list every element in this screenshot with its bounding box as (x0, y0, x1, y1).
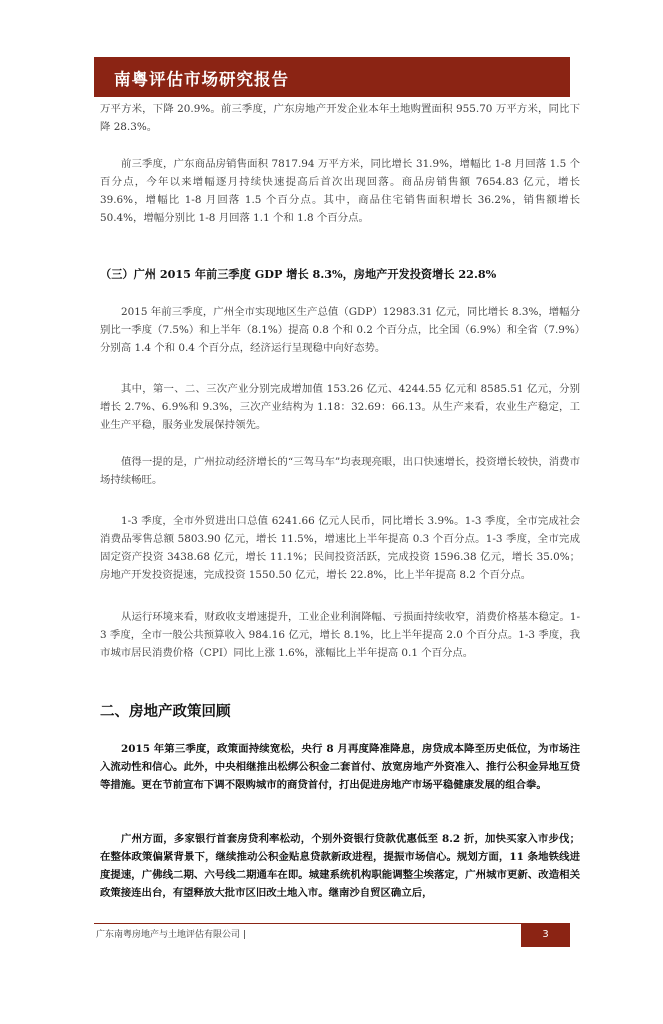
paragraph-trade-investment: 1-3 季度，全市外贸进出口总值 6241.66 亿元人民币，同比增长 3.9%。1-3 季度，全市完成社会消费品零售总额 5803.90 亿元，增长 11.5%，增速比上半年提高 0.3 个百分点。1-3 季度，全市完成固定资产投资 3438.68 亿元，增长 11.1%；民间投资活跃，完成投资 1596.38 亿元，增长 35.0%；房地产开发投资提速，完成投资 1550.50 亿元，增长 22.8%，比上半年提高 8.2 个百分点。 (100, 515, 580, 581)
footer-divider (94, 923, 570, 924)
paragraph-guangzhou-policy: 广州方面，多家银行首套房贷利率松动，个别外资银行贷款优惠低至 8.2 折，加快买家入市步伐；在整体政策偏紧背景下，继续推动公积金贴息贷款新政进程，提振市场信心。规划方面，11 条地铁线进度提速，广佛线二期、六号线二期通车在即。城建系统机构职能调整尘埃落定，广州城市更新、改造相关政策接连出台，有望释放大批市区旧改土地入市。继南沙自贸区确立后， (100, 833, 580, 899)
page-number: 3 (521, 923, 570, 947)
paragraph-industry: 其中，第一、二、三次产业分别完成增加值 153.26 亿元、4244.55 亿元和 8585.51 亿元，分别增长 2.7%、6.9%和 9.3%，三次产业结构为 1.18：32.69：66.13。从生产来看，农业生产稳定，工业生产平稳，服务业发展保持领先。 (100, 383, 580, 431)
report-title: 南粤评估市场研究报告 (114, 70, 289, 89)
paragraph-gdp: 2015 年前三季度，广州全市实现地区生产总值（GDP）12983.31 亿元，同比增长 8.3%，增幅分别比一季度（7.5%）和上半年（8.1%）提高 0.8 个和 0.2 个百分点，比全国（6.9%）和全省（7.9%）分别高 1.4 个和 0.4 个百分点，经济运行呈现稳中向好态势。 (100, 306, 580, 354)
section-heading-guangzhou-gdp: （三）广州 2015 年前三季度 GDP 增长 8.3%，房地产开发投资增长 22.8% (100, 267, 497, 281)
section-heading-policy-review: 二、房地产政策回顾 (100, 704, 231, 720)
paragraph-guangdong-sales: 前三季度，广东商品房销售面积 7817.94 万平方米，同比增长 31.9%，增幅比 1-8 月回落 1.5 个百分点，今年以来增幅逐月持续快速提高后首次出现回落。商品房销售额 7654.83 亿元，增长 39.6%，增幅比 1-8 月回落 1.5 个百分点。其中，商品住宅销售面积增长 36.2%，销售额增长 50.4%，增幅分别比 1-8 月回落 1.1 个和 1.8 个百分点。 (100, 158, 580, 224)
paragraph-three-carriages: 值得一提的是，广州拉动经济增长的“三驾马车”均表现亮眼，出口快速增长，投资增长较快，消费市场持续畅旺。 (100, 456, 580, 486)
paragraph-national-policy: 2015 年第三季度，政策面持续宽松，央行 8 月再度降准降息，房贷成本降至历史低位，为市场注入流动性和信心。此外，中央相继推出松绑公积金二套首付、放宽房地产外资准入、推行公积金异地互贷等措施。更在节前宣布下调不限购城市的商贷首付，打出促进房地产市场平稳健康发展的组合拳。 (100, 743, 580, 791)
paragraph-operating-environment: 从运行环境来看，财政收支增速提升，工业企业利润降幅、亏损面持续收窄，消费价格基本稳定。1-3 季度，全市一般公共预算收入 984.16 亿元，增长 8.1%，比上半年提高 2.0 个百分点。1-3 季度，我市城市居民消费价格（CPI）同比上涨 1.6%，涨幅比上半年提高 0.1 个百分点。 (100, 611, 580, 659)
paragraph-land-purchase: 万平方米，下降 20.9%。前三季度，广东房地产开发企业本年土地购置面积 955.70 万平方米，同比下降 28.3%。 (100, 103, 580, 133)
footer-company: 广东南粤房地产与土地评估有限公司 | (96, 930, 246, 940)
